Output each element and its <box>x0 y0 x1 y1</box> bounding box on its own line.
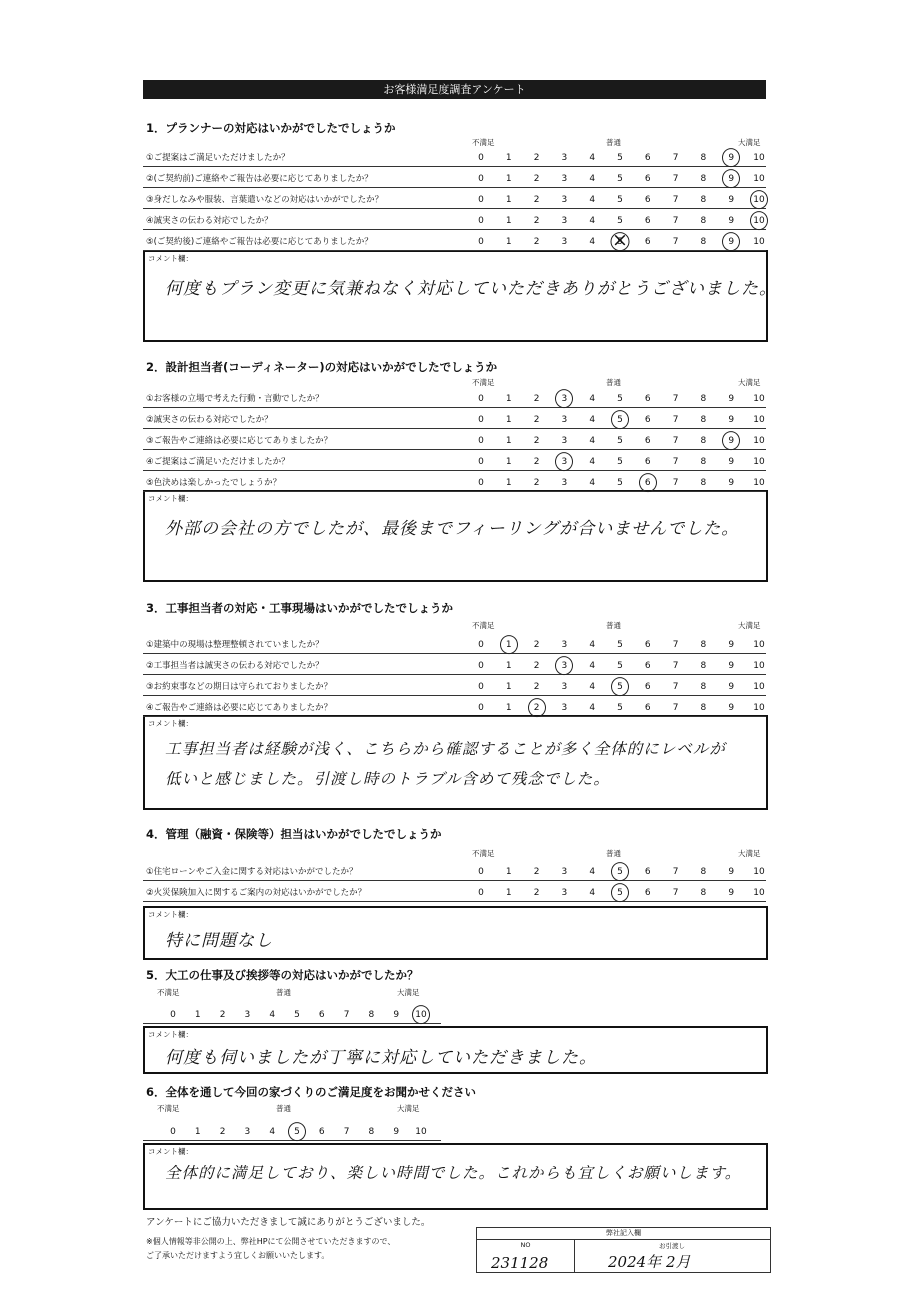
rating-option-0[interactable]: 0 <box>478 174 484 184</box>
comment-label: コメント欄： <box>148 254 193 263</box>
rating-option-1[interactable]: 1 <box>499 640 519 650</box>
section-2-scale-high: 大満足 <box>738 378 761 387</box>
rating-option-0[interactable]: 0 <box>478 478 484 488</box>
rating-option-1[interactable]: 1 <box>505 478 512 488</box>
rating-option-3[interactable]: 3 <box>561 703 568 713</box>
rating-option-1[interactable]: 1 <box>505 457 512 467</box>
rating-option-0[interactable]: 0 <box>478 661 484 671</box>
section-3-scale-high: 大満足 <box>738 621 761 630</box>
rating-option-8[interactable]: 8 <box>700 174 707 184</box>
question-text: ①建築中の現場は整理整頓されていましたか？ <box>146 640 324 650</box>
rating-option-7[interactable]: 7 <box>672 436 679 446</box>
rating-option-9[interactable]: 9 <box>728 888 735 898</box>
rating-option-1[interactable]: 1 <box>505 216 512 226</box>
rating-row <box>143 1003 441 1024</box>
office-use-box <box>476 1227 771 1273</box>
rating-option-8[interactable]: 8 <box>700 195 707 205</box>
rating-option-1[interactable]: 1 <box>194 1010 201 1020</box>
rating-option-2[interactable]: 2 <box>533 640 540 650</box>
rating-option-9[interactable]: 9 <box>728 640 735 650</box>
rating-option-6[interactable]: 6 <box>644 682 651 692</box>
rating-option-4[interactable]: 4 <box>269 1127 276 1137</box>
rating-option-4[interactable]: 4 <box>589 703 596 713</box>
rating-option-0[interactable]: 0 <box>170 1010 176 1020</box>
rating-option-10[interactable]: 10 <box>753 703 765 713</box>
comment-label: コメント欄： <box>148 1030 193 1039</box>
rating-option-10[interactable]: 10 <box>753 174 765 184</box>
rating-option-10[interactable]: 10 <box>749 195 769 205</box>
rating-option-4[interactable]: 4 <box>589 394 596 404</box>
section-1-comment-box <box>143 250 777 342</box>
section-5-title: 5．大工の仕事及び挨拶等の対応はいかがでしたか？ <box>146 968 419 982</box>
survey-title-banner: お客様満足度調査アンケート <box>143 80 766 99</box>
section-2-comment-box <box>143 490 768 582</box>
question-row <box>143 471 766 492</box>
rating-option-2[interactable]: 2 <box>219 1127 226 1137</box>
rating-option-5[interactable]: 5 <box>287 1127 307 1137</box>
rating-option-7[interactable]: 7 <box>672 457 679 467</box>
rating-option-5[interactable]: 5 <box>617 174 623 184</box>
rating-option-7[interactable]: 7 <box>672 153 679 163</box>
rating-option-7[interactable]: 7 <box>343 1127 350 1137</box>
rating-option-2[interactable]: 2 <box>219 1010 226 1020</box>
rating-option-2[interactable]: 2 <box>533 457 540 467</box>
rating-option-0[interactable]: 0 <box>478 394 484 404</box>
section-4-scale-low: 不満足 <box>472 849 495 858</box>
rating-option-3[interactable]: 3 <box>561 640 568 650</box>
comment-label: コメント欄： <box>148 1147 193 1156</box>
question-row <box>143 230 766 251</box>
question-text: ①ご提案はご満足いただけましたか？ <box>146 153 290 163</box>
section-4-scale-high: 大満足 <box>738 849 761 858</box>
rating-option-10[interactable]: 10 <box>753 661 765 671</box>
rating-option-4[interactable]: 4 <box>589 478 596 488</box>
rating-option-0[interactable]: 0 <box>478 153 484 163</box>
section-4-comment-box <box>143 906 768 960</box>
rating-option-9[interactable]: 9 <box>728 661 735 671</box>
question-text: ②(ご契約前)ご連絡やご報告は必要に応じてありましたか？ <box>146 174 373 184</box>
question-text: ④ご提案はご満足いただけましたか？ <box>146 457 290 467</box>
rating-option-3[interactable]: 3 <box>561 153 568 163</box>
rating-option-7[interactable]: 7 <box>672 682 679 692</box>
rating-option-0[interactable]: 0 <box>478 436 484 446</box>
section-2-scale-mid: 普通 <box>606 378 621 387</box>
rating-option-10[interactable]: 10 <box>753 682 765 692</box>
rating-option-0[interactable]: 0 <box>478 216 484 226</box>
rating-option-1[interactable]: 1 <box>505 237 512 247</box>
question-text: ⑤(ご契約後)ご連絡やご報告は必要に応じてありましたか？ <box>146 237 373 247</box>
rating-option-0[interactable]: 0 <box>478 237 484 247</box>
rating-option-10[interactable]: 10 <box>749 216 769 226</box>
question-text: ②誠実さの伝わる対応でしたか？ <box>146 415 273 425</box>
rating-option-10[interactable]: 10 <box>411 1010 431 1020</box>
rating-option-8[interactable]: 8 <box>700 640 707 650</box>
rating-option-10[interactable]: 10 <box>753 640 765 650</box>
rating-option-6[interactable]: 6 <box>644 394 651 404</box>
rating-option-8[interactable]: 8 <box>700 703 707 713</box>
rating-option-5[interactable]: 5 <box>610 415 630 425</box>
rating-option-7[interactable]: 7 <box>672 888 679 898</box>
rating-option-7[interactable]: 7 <box>672 216 679 226</box>
rating-option-6[interactable]: 6 <box>644 457 651 467</box>
rating-option-9[interactable]: 9 <box>393 1010 400 1020</box>
rating-option-6[interactable]: 6 <box>318 1127 325 1137</box>
rating-option-9[interactable]: 9 <box>393 1127 400 1137</box>
rating-option-4[interactable]: 4 <box>589 195 596 205</box>
rating-option-3[interactable]: 3 <box>554 457 574 467</box>
rating-option-8[interactable]: 8 <box>700 682 707 692</box>
rating-option-3[interactable]: 3 <box>561 195 568 205</box>
rating-option-7[interactable]: 7 <box>672 640 679 650</box>
rating-option-2[interactable]: 2 <box>533 195 540 205</box>
rating-option-7[interactable]: 7 <box>672 394 679 404</box>
question-row <box>143 654 766 675</box>
rating-option-8[interactable]: 8 <box>700 237 707 247</box>
question-row <box>143 881 766 902</box>
rating-option-8[interactable]: 8 <box>700 153 707 163</box>
section-6-title: 6．全体を通して今回の家づくりのご満足度をお聞かせください <box>146 1085 476 1099</box>
rating-option-6[interactable]: 6 <box>644 415 651 425</box>
question-row <box>143 146 766 167</box>
question-text: ④誠実さの伝わる対応でしたか？ <box>146 216 273 226</box>
rating-option-6[interactable]: 6 <box>644 640 651 650</box>
rating-option-9[interactable]: 9 <box>728 703 735 713</box>
section-4-scale-mid: 普通 <box>606 849 621 858</box>
rating-option-2[interactable]: 2 <box>533 436 540 446</box>
rating-option-3[interactable]: 3 <box>244 1127 251 1137</box>
section-3-title: 3．工事担当者の対応・工事現場はいかがでしたでしょうか <box>146 601 453 615</box>
rating-option-0[interactable]: 0 <box>478 703 484 713</box>
rating-option-10[interactable]: 10 <box>753 153 765 163</box>
rating-option-0[interactable]: 0 <box>478 867 484 877</box>
rating-option-6[interactable]: 6 <box>644 661 651 671</box>
section-6-scale-mid: 普通 <box>276 1104 291 1113</box>
question-text: ②工事担当者は誠実さの伝わる対応でしたか？ <box>146 661 324 671</box>
rating-option-10[interactable]: 10 <box>753 457 765 467</box>
rating-option-7[interactable]: 7 <box>672 703 679 713</box>
handover-date: 2024年 2月 <box>608 1253 691 1271</box>
section-6-comment-box <box>143 1143 768 1210</box>
rating-option-9[interactable]: 9 <box>728 394 735 404</box>
rating-option-9[interactable]: 9 <box>728 195 735 205</box>
rating-option-9[interactable]: 9 <box>721 237 741 247</box>
rating-option-8[interactable]: 8 <box>700 457 707 467</box>
rating-option-0[interactable]: 0 <box>478 682 484 692</box>
rating-option-2[interactable]: 2 <box>533 682 540 692</box>
rating-option-2[interactable]: 2 <box>533 153 540 163</box>
rating-option-9[interactable]: 9 <box>728 682 735 692</box>
section-3-comment-box <box>143 715 768 810</box>
rating-option-0[interactable]: 0 <box>478 640 484 650</box>
question-row <box>143 860 766 881</box>
rating-option-10[interactable]: 10 <box>753 867 765 877</box>
rating-option-4[interactable]: 4 <box>589 640 596 650</box>
rating-option-8[interactable]: 8 <box>700 216 707 226</box>
rating-option-1[interactable]: 1 <box>505 888 512 898</box>
rating-option-4[interactable]: 4 <box>589 682 596 692</box>
rating-option-3[interactable]: 3 <box>554 661 574 671</box>
rating-option-1[interactable]: 1 <box>505 394 512 404</box>
rating-option-3[interactable]: 3 <box>561 478 568 488</box>
rating-option-4[interactable]: 4 <box>589 436 596 446</box>
section-1-scale-high: 大満足 <box>738 138 761 147</box>
rating-option-2[interactable]: 2 <box>527 703 547 713</box>
rating-option-8[interactable]: 8 <box>368 1010 375 1020</box>
no-label: NO <box>520 1241 531 1249</box>
rating-option-3[interactable]: 3 <box>561 174 568 184</box>
rating-option-8[interactable]: 8 <box>700 867 707 877</box>
rating-option-8[interactable]: 8 <box>700 661 707 671</box>
section-1-scale-low: 不満足 <box>472 138 495 147</box>
rating-option-2[interactable]: 2 <box>533 394 540 404</box>
question-row <box>143 696 766 717</box>
rating-option-10[interactable]: 10 <box>753 436 765 446</box>
section-3-scale-mid: 普通 <box>606 621 621 630</box>
rating-option-8[interactable]: 8 <box>700 478 707 488</box>
section-2-title: 2．設計担当者(コーディネーター)の対応はいかがでしたでしょうか <box>146 360 498 374</box>
rating-option-9[interactable]: 9 <box>728 457 735 467</box>
rating-option-9[interactable]: 9 <box>721 153 741 163</box>
rating-option-1[interactable]: 1 <box>505 174 512 184</box>
rating-option-7[interactable]: 7 <box>672 415 679 425</box>
rating-option-5[interactable]: 5 <box>610 867 630 877</box>
rating-option-2[interactable]: 2 <box>533 867 540 877</box>
rating-option-9[interactable]: 9 <box>728 216 735 226</box>
rating-option-9[interactable]: 9 <box>728 867 735 877</box>
rating-option-10[interactable]: 10 <box>753 394 765 404</box>
section-2-comment: 外部の会社の方でしたが、最後までフィーリングが合いませんでした。 <box>165 519 740 539</box>
rating-option-6[interactable]: 6 <box>644 153 651 163</box>
privacy-note-line2: ご了承いただけますよう宜しくお願いいたします。 <box>146 1251 330 1260</box>
rating-option-3[interactable]: 3 <box>554 394 574 404</box>
question-row <box>143 167 766 188</box>
section-6-scale-low: 不満足 <box>157 1104 180 1113</box>
section-3-comment-line1: 工事担当者は経験が浅く、こちらから確認することが多く全体的にレベルが <box>165 740 726 758</box>
rating-option-6[interactable]: 6 <box>644 237 651 247</box>
rating-option-4[interactable]: 4 <box>589 415 596 425</box>
rating-option-4[interactable]: 4 <box>589 174 596 184</box>
section-6-comment: 全体的に満足しており、楽しい時間でした。これからも宜しくお願いします。 <box>165 1164 742 1182</box>
section-1-comment: 何度もプラン変更に気兼ねなく対応していただきありがとうございました。 <box>165 279 777 299</box>
question-text: ①住宅ローンやご入金に関する対応はいかがでしたか？ <box>146 867 358 877</box>
comment-label: コメント欄： <box>148 494 193 503</box>
rating-option-0[interactable]: 0 <box>478 457 484 467</box>
rating-option-5[interactable]: 5 <box>610 888 630 898</box>
rating-option-5[interactable]: 5 <box>610 682 630 692</box>
rating-option-5[interactable]: 5 <box>617 153 623 163</box>
section-4-title: 4．管理（融資・保険等）担当はいかがでしたでしょうか <box>146 827 442 841</box>
question-row <box>143 387 766 408</box>
rating-option-10[interactable]: 10 <box>753 888 765 898</box>
no-cell <box>477 1240 575 1273</box>
rating-option-6[interactable]: 6 <box>644 216 651 226</box>
question-text: ⑤色決めは楽しかったでしょうか？ <box>146 478 282 488</box>
rating-option-2[interactable]: 2 <box>533 237 540 247</box>
section-5-scale-mid: 普通 <box>276 988 291 997</box>
rating-option-4[interactable]: 4 <box>589 888 596 898</box>
rating-option-7[interactable]: 7 <box>672 195 679 205</box>
question-text: ②火災保険加入に関するご案内の対応はいかがでしたか？ <box>146 888 367 898</box>
question-text: ④ご報告やご連絡は必要に応じてありましたか？ <box>146 703 333 713</box>
rating-option-7[interactable]: 7 <box>343 1010 350 1020</box>
rating-option-7[interactable]: 7 <box>672 174 679 184</box>
rating-option-7[interactable]: 7 <box>672 478 679 488</box>
rating-option-1[interactable]: 1 <box>505 436 512 446</box>
no-value: 231128 <box>491 1254 549 1272</box>
rating-option-4[interactable]: 4 <box>589 237 596 247</box>
rating-option-6[interactable]: 6 <box>638 478 658 488</box>
question-row <box>143 675 766 696</box>
rating-option-1[interactable]: 1 <box>505 195 512 205</box>
rating-option-10[interactable]: 10 <box>753 415 765 425</box>
rating-option-5[interactable]: 5 <box>617 195 623 205</box>
question-text: ③ご報告やご連絡は必要に応じてありましたか？ <box>146 436 333 446</box>
rating-option-0[interactable]: 0 <box>478 888 484 898</box>
rating-option-6[interactable]: 6 <box>644 867 651 877</box>
section-4-comment: 特に問題なし <box>165 931 273 951</box>
rating-option-3[interactable]: 3 <box>561 216 568 226</box>
rating-option-5[interactable]: 5 <box>617 640 623 650</box>
section-5-scale-high: 大満足 <box>397 988 420 997</box>
rating-option-4[interactable]: 4 <box>589 216 596 226</box>
rating-option-5[interactable]: 5 <box>617 457 623 467</box>
rating-option-1[interactable]: 1 <box>505 703 512 713</box>
section-3-scale-low: 不満足 <box>472 621 495 630</box>
rating-option-3[interactable]: 3 <box>561 867 568 877</box>
rating-option-5[interactable]: 5 <box>617 703 623 713</box>
section-6-scale-high: 大満足 <box>397 1104 420 1113</box>
rating-option-6[interactable]: 6 <box>644 888 651 898</box>
rating-option-2[interactable]: 2 <box>533 888 540 898</box>
rating-option-0[interactable]: 0 <box>170 1127 176 1137</box>
rating-option-9[interactable]: 9 <box>728 478 735 488</box>
rating-option-4[interactable]: 4 <box>589 457 596 467</box>
rating-option-4[interactable]: 4 <box>589 661 596 671</box>
rating-option-9[interactable]: 9 <box>721 436 741 446</box>
comment-label: コメント欄： <box>148 719 193 728</box>
rating-option-8[interactable]: 8 <box>368 1127 375 1137</box>
rating-option-4[interactable]: 4 <box>589 867 596 877</box>
question-row <box>143 209 766 230</box>
rating-option-8[interactable]: 8 <box>700 888 707 898</box>
rating-row <box>143 1120 441 1141</box>
rating-option-6[interactable]: 6 <box>644 174 651 184</box>
rating-option-2[interactable]: 2 <box>533 661 540 671</box>
rating-option-10[interactable]: 10 <box>753 478 765 488</box>
rating-option-1[interactable]: 1 <box>505 153 512 163</box>
rating-option-5[interactable]: 5 <box>617 478 623 488</box>
rating-option-2[interactable]: 2 <box>533 174 540 184</box>
question-row <box>143 633 766 654</box>
rating-option-9[interactable]: 9 <box>721 174 741 184</box>
rating-option-3[interactable]: 3 <box>561 237 568 247</box>
rating-option-1[interactable]: 1 <box>505 682 512 692</box>
rating-option-10[interactable]: 10 <box>415 1127 427 1137</box>
rating-option-8[interactable]: 8 <box>700 436 707 446</box>
rating-option-5[interactable]: 5 <box>617 216 623 226</box>
comment-label: コメント欄： <box>148 910 193 919</box>
section-3-comment-line2: 低いと感じました。引渡し時のトラブル含めて残念でした。 <box>165 770 610 788</box>
section-1-scale-mid: 普通 <box>606 138 621 147</box>
question-row <box>143 450 766 471</box>
rating-option-5[interactable]: 5 <box>617 394 623 404</box>
privacy-note-line1: ※個人情報等非公開の上、弊社HPにて公開させていただきますので、 <box>146 1237 396 1246</box>
rating-option-0[interactable]: 0 <box>478 415 484 425</box>
rating-option-1[interactable]: 1 <box>505 661 512 671</box>
rating-option-2[interactable]: 2 <box>533 415 540 425</box>
office-use-header: 弊社記入欄 <box>606 1229 641 1237</box>
rating-option-3[interactable]: 3 <box>561 888 568 898</box>
rating-option-5[interactable]: 5 <box>294 1010 300 1020</box>
question-row <box>143 408 766 429</box>
rating-option-3[interactable]: 3 <box>561 682 568 692</box>
rating-option-3[interactable]: 3 <box>561 415 568 425</box>
section-5-scale-low: 不満足 <box>157 988 180 997</box>
section-5-comment-box <box>143 1026 768 1074</box>
rating-option-10[interactable]: 10 <box>753 237 765 247</box>
section-5-comment: 何度も伺いましたが丁寧に対応していただきました。 <box>165 1048 597 1068</box>
rating-option-9[interactable]: 9 <box>728 415 735 425</box>
rating-option-1[interactable]: 1 <box>505 415 512 425</box>
rating-option-6[interactable]: 6 <box>644 436 651 446</box>
rating-option-4[interactable]: 4 <box>589 153 596 163</box>
rating-option-6[interactable]: 6 <box>644 195 651 205</box>
section-2-scale-low: 不満足 <box>472 378 495 387</box>
thanks-text: アンケートにご協力いただきまして誠にありがとうございました。 <box>146 1217 431 1228</box>
rating-option-3[interactable]: 3 <box>244 1010 251 1020</box>
rating-option-7[interactable]: 7 <box>672 237 679 247</box>
rating-option-5[interactable]: 5 <box>617 661 623 671</box>
rating-option-5[interactable]: 5 <box>617 436 623 446</box>
rating-option-5[interactable]: 5 × <box>610 237 630 247</box>
section-1-title: 1．プランナーの対応はいかがでしたでしょうか <box>146 121 396 135</box>
rating-option-6[interactable]: 6 <box>318 1010 325 1020</box>
handover-label: お引渡し <box>659 1242 685 1250</box>
question-row <box>143 429 766 450</box>
rating-option-1[interactable]: 1 <box>194 1127 201 1137</box>
rating-option-1[interactable]: 1 <box>505 867 512 877</box>
handover-cell <box>574 1240 770 1273</box>
rating-option-6[interactable]: 6 <box>644 703 651 713</box>
rating-option-3[interactable]: 3 <box>561 436 568 446</box>
question-text: ③お約束事などの期日は守られておりましたか？ <box>146 682 333 692</box>
question-row <box>143 188 766 209</box>
rating-option-2[interactable]: 2 <box>533 478 540 488</box>
question-text: ③身だしなみや服装、言葉遣いなどの対応はいかがでしたか？ <box>146 195 384 205</box>
rating-option-4[interactable]: 4 <box>269 1010 276 1020</box>
rating-option-7[interactable]: 7 <box>672 867 679 877</box>
rating-option-8[interactable]: 8 <box>700 394 707 404</box>
rating-option-8[interactable]: 8 <box>700 415 707 425</box>
question-text: ①お客様の立場で考えた行動・言動でしたか？ <box>146 394 324 404</box>
rating-option-7[interactable]: 7 <box>672 661 679 671</box>
rating-option-2[interactable]: 2 <box>533 216 540 226</box>
rating-option-0[interactable]: 0 <box>478 195 484 205</box>
